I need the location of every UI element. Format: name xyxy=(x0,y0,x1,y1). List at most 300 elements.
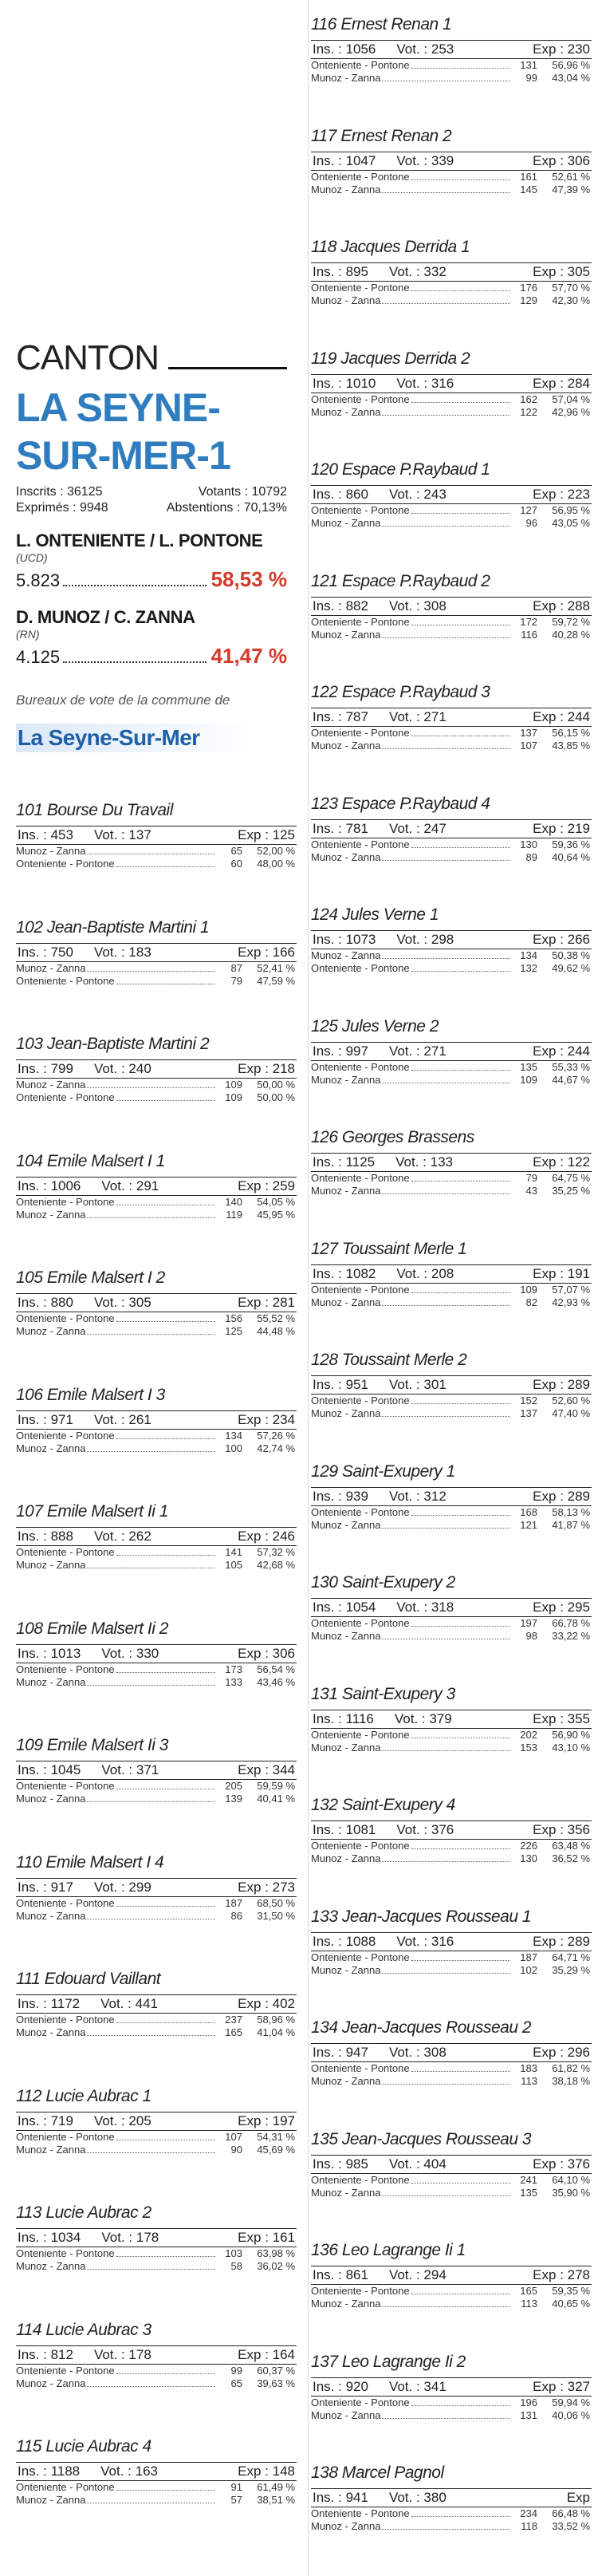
vote-count: 234 xyxy=(520,2507,537,2519)
result-row xyxy=(311,1407,592,1420)
vote-percent: 40,28 % xyxy=(552,628,590,641)
heading-rule xyxy=(168,367,287,369)
vote-count: 202 xyxy=(520,1728,537,1741)
candidate-pair: Munoz - Zanna xyxy=(311,2075,381,2087)
bureau-votants: Vot. : 178 xyxy=(93,2346,151,2362)
bureau-votants: Vot. : 330 xyxy=(101,1645,159,1661)
vote-count: 135 xyxy=(520,1060,537,1073)
bureau-inscrits: Ins. : 719 xyxy=(18,2112,73,2128)
result-row xyxy=(311,1296,592,1309)
candidate-pair: Onteniente - Pontone xyxy=(311,2173,410,2186)
bureau-block xyxy=(311,571,592,641)
vote-percent: 54,31 % xyxy=(257,2130,295,2143)
dot-leader xyxy=(411,1070,510,1071)
vote-count: 107 xyxy=(520,740,537,751)
bureau-exprimes: Exp : 356 xyxy=(533,1822,590,1837)
bureau-inscrits: Ins. : 1082 xyxy=(313,1265,376,1281)
bureau-votants: Vot. : 301 xyxy=(388,1377,447,1392)
result-row xyxy=(311,1506,592,1519)
bureau-exprimes: Exp : 223 xyxy=(533,487,590,502)
bureau-stats xyxy=(16,1293,297,1312)
vote-percent: 52,00 % xyxy=(257,845,295,857)
bureau-inscrits: Ins. : 985 xyxy=(313,2156,368,2172)
dot-leader xyxy=(382,2306,510,2307)
bureau-block xyxy=(311,794,592,864)
bureau-exprimes: Exp : 197 xyxy=(238,2112,295,2128)
result-row xyxy=(16,845,297,858)
vote-count: 133 xyxy=(225,1675,242,1688)
canton-name-line2: SUR-MER-1 xyxy=(16,433,230,478)
vote-count: 79 xyxy=(230,974,242,987)
vote-percent: 40,65 % xyxy=(552,2298,590,2310)
bureau-block xyxy=(311,2129,592,2199)
vote-count: 145 xyxy=(520,183,537,195)
vote-count: 134 xyxy=(520,949,537,961)
dot-leader xyxy=(116,1672,215,1673)
result-row xyxy=(16,1091,297,1104)
bureau-block xyxy=(16,1151,297,1221)
dot-leader xyxy=(411,2071,510,2072)
bureau-exprimes: Exp : 289 xyxy=(533,1377,590,1392)
bureau-inscrits: Ins. : 1073 xyxy=(313,932,376,947)
bureau-votants: Vot. : 312 xyxy=(388,1488,447,1504)
bureau-title: 109 Emile Malsert Ii 3 xyxy=(16,1736,168,1754)
result-row xyxy=(311,727,592,740)
bureau-exprimes: Exp : 306 xyxy=(533,152,590,168)
vote-percent: 42,96 % xyxy=(552,405,590,418)
votants: Votants : 10792 xyxy=(198,485,287,499)
bureau-stats xyxy=(311,1710,592,1729)
candidate-pair: Onteniente - Pontone xyxy=(16,974,115,987)
dot-leader xyxy=(87,2152,215,2153)
result-row xyxy=(16,2014,297,2026)
vote-count: 121 xyxy=(520,1518,537,1531)
bureau-inscrits: Ins. : 1081 xyxy=(313,1822,376,1837)
dot-leader xyxy=(382,192,510,193)
vote-percent: 48,00 % xyxy=(257,858,295,870)
candidate-pair: Onteniente - Pontone xyxy=(311,1172,410,1184)
dot-leader xyxy=(382,2195,510,2196)
vote-count: 60 xyxy=(230,858,242,870)
result-row xyxy=(311,1172,592,1185)
vote-count: 109 xyxy=(225,1091,242,1103)
candidate-pair: Onteniente - Pontone xyxy=(311,2285,410,2297)
vote-percent: 43,46 % xyxy=(257,1675,295,1688)
dot-leader xyxy=(382,958,510,959)
dot-leader xyxy=(382,1973,510,1974)
candidate-pair: Munoz - Zanna xyxy=(16,1559,86,1571)
bureau-votants: Vot. : 253 xyxy=(396,41,454,57)
vote-count: 141 xyxy=(225,1546,242,1558)
vote-percent: 38,51 % xyxy=(257,2494,295,2506)
result-row xyxy=(311,2520,592,2533)
vote-percent: 43,04 % xyxy=(552,72,590,84)
bureau-votants: Vot. : 243 xyxy=(388,487,447,502)
candidate-pair: Munoz - Zanna xyxy=(311,1741,381,1753)
dot-leader xyxy=(382,748,510,749)
vote-count: 103 xyxy=(225,2247,242,2259)
result-row xyxy=(311,740,592,752)
vote-count: 113 xyxy=(521,2075,537,2087)
dot-leader xyxy=(87,1685,215,1686)
bureau-stats xyxy=(311,40,592,59)
vote-count: 153 xyxy=(520,1741,537,1753)
result-row xyxy=(311,2062,592,2075)
candidate-pair: Onteniente - Pontone xyxy=(16,2130,115,2143)
bureau-block xyxy=(311,1572,592,1643)
vote-percent: 57,07 % xyxy=(552,1283,590,1296)
canton-stats-row-1 xyxy=(16,484,287,500)
result-row xyxy=(311,616,592,629)
vote-count: 187 xyxy=(520,1951,537,1963)
candidate-pair: Munoz - Zanna xyxy=(16,961,86,974)
bureau-title: 114 Lucie Aubrac 3 xyxy=(16,2320,151,2339)
candidate-pair: Munoz - Zanna xyxy=(311,1852,381,1864)
vote-percent: 56,95 % xyxy=(552,504,590,516)
vote-percent: 41,04 % xyxy=(257,2026,295,2038)
vote-count: 43 xyxy=(525,1185,537,1197)
bureau-title: 126 Georges Brassens xyxy=(311,1128,474,1146)
result-row xyxy=(16,1793,297,1805)
bureau-title: 101 Bourse Du Travail xyxy=(16,801,173,819)
bureau-exprimes: Exp : 305 xyxy=(533,264,590,279)
result-row xyxy=(311,2397,592,2409)
vote-percent: 49,62 % xyxy=(552,962,590,974)
vote-percent: 60,37 % xyxy=(257,2364,295,2377)
vote-percent: 50,38 % xyxy=(552,949,590,961)
dot-leader xyxy=(411,179,510,180)
dot-leader xyxy=(382,1750,510,1751)
dot-leader xyxy=(411,402,510,403)
bureau-exprimes: Exp : 266 xyxy=(533,932,590,947)
vote-count: 139 xyxy=(225,1793,242,1805)
bureau-exprimes: Exp : 273 xyxy=(238,1879,295,1895)
vote-percent: 61,49 % xyxy=(257,2481,295,2493)
result-row xyxy=(311,1519,592,1532)
candidate-pair: Onteniente - Pontone xyxy=(311,1060,410,1073)
dot-leader xyxy=(382,2529,510,2530)
bureau-stats xyxy=(16,2345,297,2365)
bureau-title: 104 Emile Malsert I 1 xyxy=(16,1151,165,1170)
vote-percent: 59,94 % xyxy=(552,2396,590,2408)
candidate-pair: Munoz - Zanna xyxy=(16,1675,86,1688)
dot-leader xyxy=(87,1451,215,1452)
dot-leader xyxy=(411,1515,510,1516)
bureau-block xyxy=(16,1735,297,1805)
bureau-exprimes: Exp : 289 xyxy=(533,1933,590,1949)
result-row xyxy=(311,1185,592,1197)
vote-count: 173 xyxy=(225,1663,242,1675)
candidate-party: (RN) xyxy=(16,628,40,641)
bureau-votants: Vot. : 261 xyxy=(93,1411,151,1427)
candidate-party: (UCD) xyxy=(16,551,48,564)
bureau-exprimes: Exp : 376 xyxy=(533,2156,590,2172)
bureau-inscrits: Ins. : 453 xyxy=(18,827,73,842)
bureau-inscrits: Ins. : 781 xyxy=(313,820,368,836)
bureau-inscrits: Ins. : 917 xyxy=(18,1879,73,1895)
result-row xyxy=(311,838,592,851)
bureau-title: 129 Saint-Exupery 1 xyxy=(311,1462,455,1481)
result-row xyxy=(311,2298,592,2310)
bureau-votants: Vot. : 308 xyxy=(388,598,447,613)
vote-percent: 43,10 % xyxy=(552,1741,590,1753)
candidate-pair: Onteniente - Pontone xyxy=(311,1617,410,1629)
result-row xyxy=(311,72,592,85)
bureau-inscrits: Ins. : 860 xyxy=(313,487,368,502)
dot-leader xyxy=(411,2405,510,2406)
bureau-exprimes: Exp : 166 xyxy=(238,944,295,960)
result-row xyxy=(311,2187,592,2199)
result-row xyxy=(311,949,592,962)
dot-leader xyxy=(87,1801,215,1802)
vote-percent: 44,48 % xyxy=(257,1325,295,1337)
bureau-votants: Vot. : 205 xyxy=(93,2112,151,2128)
bureau-stats xyxy=(311,1042,592,1061)
bureau-votants: Vot. : 308 xyxy=(388,2045,447,2060)
bureau-exprimes: Exp : 327 xyxy=(533,2378,590,2394)
bureau-votants: Vot. : 380 xyxy=(388,2490,447,2505)
bureau-stats xyxy=(16,943,297,962)
candidate-pair: Munoz - Zanna xyxy=(16,1793,86,1805)
candidate-pair: Onteniente - Pontone xyxy=(16,1546,115,1558)
vote-count: 118 xyxy=(521,2520,537,2532)
bureau-block xyxy=(16,2436,297,2507)
bureau-exprimes: Exp : 244 xyxy=(533,709,590,724)
vote-percent: 42,30 % xyxy=(552,294,590,306)
result-row xyxy=(16,1676,297,1689)
vote-count: 135 xyxy=(520,2186,537,2199)
candidate-pair: Onteniente - Pontone xyxy=(16,2364,115,2377)
vote-count: 197 xyxy=(520,1617,537,1629)
dot-leader xyxy=(87,2386,215,2387)
result-row xyxy=(311,2075,592,2088)
bureau-title: 130 Saint-Exupery 2 xyxy=(311,1573,455,1592)
vote-count: 91 xyxy=(230,2481,242,2493)
vote-count: 131 xyxy=(520,59,537,71)
result-row xyxy=(16,1910,297,1923)
vote-count: 109 xyxy=(225,1079,242,1091)
bureau-inscrits: Ins. : 1054 xyxy=(313,1600,376,1615)
candidate-pair: Onteniente - Pontone xyxy=(311,1728,410,1741)
bureau-votants: Vot. : 404 xyxy=(388,2156,447,2172)
bureau-votants: Vot. : 341 xyxy=(388,2378,447,2394)
bureau-stats xyxy=(311,1264,592,1284)
vote-percent: 56,54 % xyxy=(257,1663,295,1675)
candidate-pair: Munoz - Zanna xyxy=(311,1630,381,1642)
bureau-stats xyxy=(311,1932,592,1951)
bureau-title: 136 Leo Lagrange Ii 1 xyxy=(311,2241,466,2259)
candidate-pair: Onteniente - Pontone xyxy=(311,170,410,183)
dot-leader xyxy=(116,2022,215,2023)
result-row xyxy=(311,183,592,196)
bureau-title: 113 Lucie Aubrac 2 xyxy=(16,2203,151,2222)
candidate-pair: Onteniente - Pontone xyxy=(16,1429,115,1442)
column-divider xyxy=(308,0,309,2576)
canton-heading xyxy=(16,339,287,377)
result-row xyxy=(311,1742,592,1754)
vote-percent: 40,06 % xyxy=(552,2408,590,2421)
candidate-pair: Munoz - Zanna xyxy=(311,517,381,529)
bureau-stats xyxy=(311,262,592,282)
bureau-stats xyxy=(311,1487,592,1506)
bureau-block xyxy=(311,349,592,419)
vote-percent: 64,75 % xyxy=(552,1172,590,1184)
bureau-stats xyxy=(16,1878,297,1897)
result-row xyxy=(16,1196,297,1209)
bureau-title: 107 Emile Malsert Ii 1 xyxy=(16,1502,168,1521)
result-row xyxy=(311,851,592,864)
candidate-pair: Onteniente - Pontone xyxy=(311,838,410,850)
canton-summary xyxy=(16,339,287,752)
bureau-votants: Vot. : 262 xyxy=(93,1529,151,1544)
dot-leader xyxy=(411,513,510,514)
result-row xyxy=(16,1546,297,1559)
bureau-block xyxy=(311,1684,592,1754)
dot-leader xyxy=(411,1960,510,1961)
candidate-votes: 5.823 xyxy=(16,570,61,590)
candidate-pair: Onteniente - Pontone xyxy=(311,504,410,516)
bureau-inscrits: Ins. : 951 xyxy=(313,1377,368,1392)
dot-leader xyxy=(411,847,510,848)
candidate-pair: Onteniente - Pontone xyxy=(311,59,410,71)
bureau-inscrits: Ins. : 787 xyxy=(313,709,368,724)
vote-count: 100 xyxy=(225,1442,242,1454)
vote-percent: 55,52 % xyxy=(257,1312,295,1324)
vote-percent: 36,02 % xyxy=(257,2260,295,2272)
bureau-exprimes: Exp : 234 xyxy=(238,1411,295,1427)
result-row xyxy=(16,962,297,975)
result-row xyxy=(311,1617,592,1630)
vote-percent: 52,60 % xyxy=(552,1395,590,1406)
candidate-pair: Onteniente - Pontone xyxy=(311,1840,410,1852)
dot-leader xyxy=(411,1292,510,1293)
dot-leader xyxy=(411,2516,510,2517)
canton-label: CANTON xyxy=(16,338,159,377)
dot-leader xyxy=(116,1321,215,1322)
vote-count: 98 xyxy=(525,1630,537,1642)
candidate-pair: Onteniente - Pontone xyxy=(16,858,115,870)
bureau-block xyxy=(311,2352,592,2422)
bureau-votants: Vot. : 318 xyxy=(396,1600,454,1615)
candidate-pair: Onteniente - Pontone xyxy=(16,2481,115,2493)
vote-count: 162 xyxy=(520,393,537,405)
candidate-pair: Munoz - Zanna xyxy=(16,845,86,857)
result-row xyxy=(16,2026,297,2039)
bureau-exprimes: Exp xyxy=(566,2490,590,2505)
vote-percent: 35,90 % xyxy=(552,2186,590,2199)
vote-count: 96 xyxy=(525,517,537,529)
vote-count: 161 xyxy=(520,170,537,183)
bureau-votants: Vot. : 305 xyxy=(93,1295,151,1310)
bureau-stats xyxy=(311,1598,592,1617)
result-row xyxy=(311,2409,592,2422)
bureau-block xyxy=(311,1795,592,1865)
vote-percent: 55,33 % xyxy=(552,1060,590,1073)
result-row xyxy=(311,1284,592,1296)
vote-count: 107 xyxy=(225,2130,242,2143)
bureau-inscrits: Ins. : 1088 xyxy=(313,1933,376,1949)
vote-count: 134 xyxy=(225,1429,242,1442)
vote-percent: 57,32 % xyxy=(257,1546,295,1558)
vote-count: 152 xyxy=(520,1395,537,1406)
candidate-pair: Munoz - Zanna xyxy=(16,1325,86,1337)
bureau-block xyxy=(311,2018,592,2088)
vote-percent: 39,63 % xyxy=(257,2377,295,2389)
vote-percent: 56,90 % xyxy=(552,1728,590,1741)
bureau-exprimes: Exp : 161 xyxy=(238,2230,295,2245)
candidate-result xyxy=(16,531,287,593)
bureau-block xyxy=(311,460,592,530)
dot-leader xyxy=(382,2418,510,2419)
bureau-block xyxy=(311,2240,592,2310)
bureau-exprimes: Exp : 259 xyxy=(238,1178,295,1193)
bureau-exprimes: Exp : 122 xyxy=(533,1154,590,1170)
result-row xyxy=(311,282,592,294)
candidate-pair: Munoz - Zanna xyxy=(311,1518,381,1531)
candidate-pair: Onteniente - Pontone xyxy=(311,962,410,974)
candidate-pair: Onteniente - Pontone xyxy=(16,1896,115,1909)
vote-percent: 64,71 % xyxy=(552,1951,590,1963)
bureau-block xyxy=(16,1385,297,1455)
bureau-stats xyxy=(16,2112,297,2131)
bureau-block xyxy=(311,1016,592,1087)
dot-leader xyxy=(87,1217,215,1218)
dot-leader xyxy=(87,1334,215,1335)
vote-percent: 33,22 % xyxy=(552,1630,590,1642)
vote-count: 176 xyxy=(520,282,537,294)
candidate-pair: Onteniente - Pontone xyxy=(311,1951,410,1963)
bureau-votants: Vot. : 371 xyxy=(101,1762,159,1777)
vote-count: 130 xyxy=(520,838,537,850)
dot-leader xyxy=(116,1555,215,1556)
vote-count: 99 xyxy=(525,72,537,84)
bureau-stats xyxy=(16,2462,297,2481)
vote-count: 65 xyxy=(230,2377,242,2389)
bureau-title: 122 Espace P.Raybaud 3 xyxy=(311,683,490,701)
vote-percent: 45,95 % xyxy=(257,1208,295,1221)
dot-leader xyxy=(116,1100,215,1101)
vote-percent: 54,05 % xyxy=(257,1195,295,1208)
bureau-block xyxy=(311,1907,592,1977)
result-row xyxy=(311,1074,592,1087)
bureau-title: 135 Jean-Jacques Rousseau 3 xyxy=(311,2129,532,2148)
bureau-stats xyxy=(311,930,592,949)
bureau-stats xyxy=(16,2228,297,2247)
bureau-inscrits: Ins. : 1047 xyxy=(313,152,376,168)
bureau-stats xyxy=(16,1527,297,1546)
candidate-votes: 4.125 xyxy=(16,647,61,667)
vote-count: 165 xyxy=(520,2285,537,2297)
bureau-title: 118 Jacques Derrida 1 xyxy=(311,238,470,256)
candidate-pair: Munoz - Zanna xyxy=(311,2186,381,2199)
candidate-pair: Munoz - Zanna xyxy=(311,1073,381,1086)
bureau-inscrits: Ins. : 1056 xyxy=(313,41,376,57)
result-row xyxy=(16,1663,297,1676)
bureau-exprimes: Exp : 164 xyxy=(238,2346,295,2362)
dot-leader xyxy=(382,1528,510,1529)
candidate-pair: Munoz - Zanna xyxy=(311,628,381,641)
result-row xyxy=(311,517,592,530)
candidate-pair: Onteniente - Pontone xyxy=(311,2396,410,2408)
bureau-title: 102 Jean-Baptiste Martini 1 xyxy=(16,917,210,937)
dot-leader xyxy=(116,2373,215,2374)
vote-count: 79 xyxy=(525,1172,537,1184)
vote-percent: 45,69 % xyxy=(257,2143,295,2156)
bureau-exprimes: Exp : 284 xyxy=(533,375,590,391)
vote-percent: 41,87 % xyxy=(552,1518,590,1531)
vote-percent: 36,52 % xyxy=(552,1852,590,1864)
vote-percent: 61,82 % xyxy=(552,2062,590,2074)
